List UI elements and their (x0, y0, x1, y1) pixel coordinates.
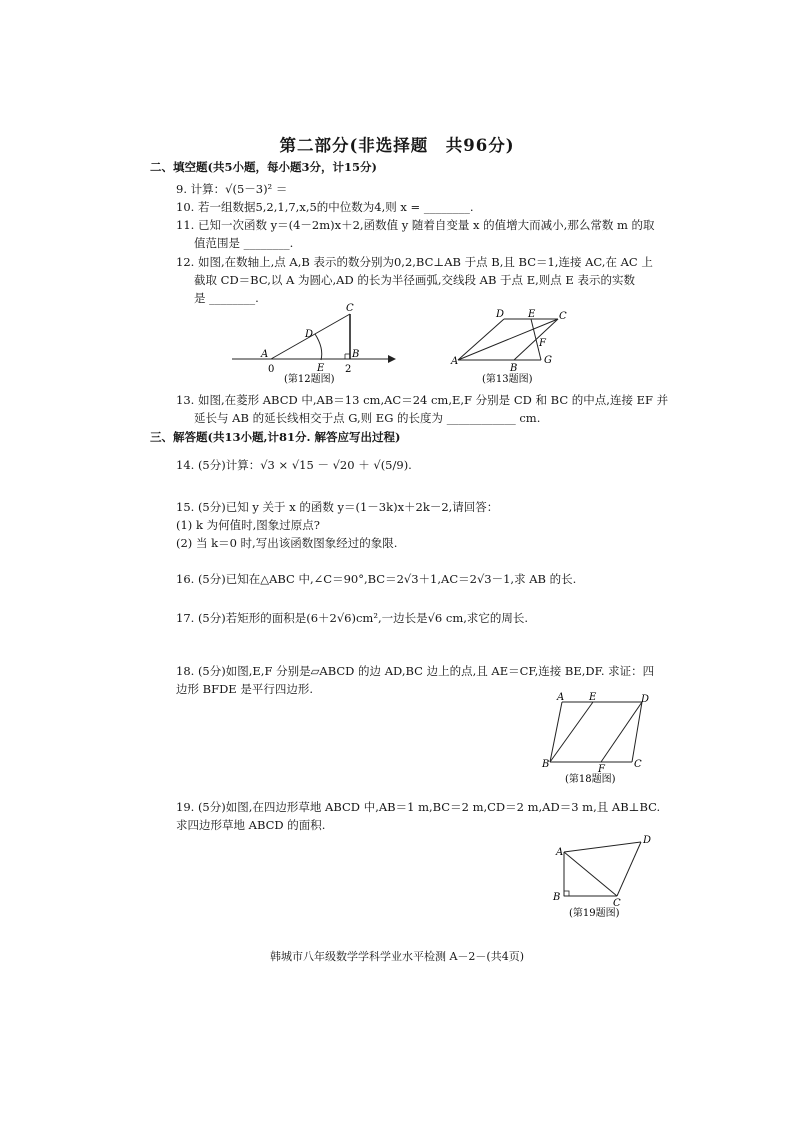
fig13-label-c: C (559, 311, 567, 322)
question-14: 14. (5分)计算：√3 × √15 － √20 ＋ √(5/9). (176, 458, 412, 472)
question-19-line2: 求四边形草地 ABCD 的面积. (176, 818, 326, 832)
fig13-label-d: D (496, 309, 505, 320)
question-13-line1: 13. 如图,在菱形 ABCD 中,AB＝13 cm,AC＝24 cm,E,F 分别是 CD 和 BC 的中点,连接 EF 并 (176, 393, 669, 407)
figure-13 (448, 304, 568, 388)
fig18-label-f: F (598, 764, 605, 775)
fig13-label-b: B (510, 363, 518, 374)
question-18-line1: 18. (5分)如图,E,F 分别是▱ABCD 的边 AD,BC 边上的点,且 AE＝CF,连接 BE,DF. 求证：四 (176, 664, 655, 678)
fig18-label-b: B (542, 759, 550, 770)
fig13-label-f: F (539, 338, 546, 349)
fig13-label-e: E (528, 309, 536, 320)
fig19-label-d: D (643, 835, 652, 846)
question-15-line2: (1) k 为何值时,图象过原点? (176, 518, 320, 532)
fig18-label-d: D (641, 694, 650, 705)
section3-heading: 三、解答题(共13小题,计81分. 解答应写出过程) (150, 430, 401, 444)
fig13-label-a: A (451, 356, 459, 367)
question-16: 16. (5分)已知在△ABC 中,∠C＝90°,BC＝2√3＋1,AC＝2√3－1,求 AB 的长. (176, 572, 577, 586)
fig19-label-c: C (613, 898, 621, 909)
question-17: 17. (5分)若矩形的面积是(6＋2√6)cm²,一边长是√6 cm,求它的周长. (176, 611, 529, 625)
fig12-label-zero: 0 (268, 364, 275, 375)
figure-12 (228, 300, 398, 388)
question-11-line2: 值范围是 ________. (194, 236, 294, 250)
fig12-label-b: B (352, 349, 360, 360)
fig18-label-c: C (634, 759, 642, 770)
figure-18 (540, 690, 658, 788)
section2-heading: 二、填空题(共5小题，每小题3分，计15分) (150, 160, 377, 174)
fig12-label-c: C (346, 303, 354, 314)
fig19-label-b: B (553, 892, 561, 903)
question-15-line3: (2) 当 k＝0 时,写出该函数图象经过的象限. (176, 536, 398, 550)
fig19-caption: (第19题图) (569, 908, 620, 919)
fig13-caption: (第13题图) (482, 374, 533, 385)
fig18-label-a: A (557, 692, 565, 703)
question-13-line2: 延长与 AB 的延长线相交于点 G,则 EG 的长度为 ____________ cm. (194, 411, 541, 425)
question-12-line3: 是 ________. (194, 291, 259, 305)
fig19-label-a: A (556, 847, 564, 858)
question-18-line2: 边形 BFDE 是平行四边形. (176, 682, 314, 696)
question-10: 10. 若一组数据5,2,1,7,x,5的中位数为4,则 x = ________. (176, 200, 474, 214)
fig12-label-e: E (317, 363, 325, 374)
fig13-label-g: G (544, 355, 552, 366)
fig18-caption: (第18题图) (565, 774, 616, 785)
fig12-label-two: 2 (345, 364, 352, 375)
question-15-line1: 15. (5分)已知 y 关于 x 的函数 y＝(1－3k)x＋2k－2,请回答： (176, 500, 499, 514)
fig18-label-e: E (589, 692, 597, 703)
fig12-caption: (第12题图) (284, 374, 335, 385)
question-12-line2: 截取 CD＝BC,以 A 为圆心,AD 的长为半径画弧,交线段 AB 于点 E,则点 E 表示的实数 (194, 273, 635, 287)
question-11-line1: 11. 已知一次函数 y＝(4－2m)x＋2,函数值 y 随着自变量 x 的值增大而减小,那么常数 m 的取 (176, 218, 655, 232)
question-12-line1: 12. 如图,在数轴上,点 A,B 表示的数分别为0,2,BC⊥AB 于点 B,且 BC＝1,连接 AC,在 AC 上 (176, 255, 653, 269)
question-19-line1: 19. (5分)如图,在四边形草地 ABCD 中,AB＝1 m,BC＝2 m,CD＝2 m,AD＝3 m,且 AB⊥BC. (176, 800, 661, 814)
question-9: 9. 计算：√(5－3)² ＝ (176, 182, 288, 196)
fig12-label-a: A (261, 349, 269, 360)
figure-19 (545, 828, 663, 922)
fig12-label-d: D (305, 329, 314, 340)
page-footer: 韩城市八年级数学学科学业水平检测 A－2－(共4页) (269, 950, 525, 963)
page-title: 第二部分(非选择题 共96分) (279, 136, 515, 155)
